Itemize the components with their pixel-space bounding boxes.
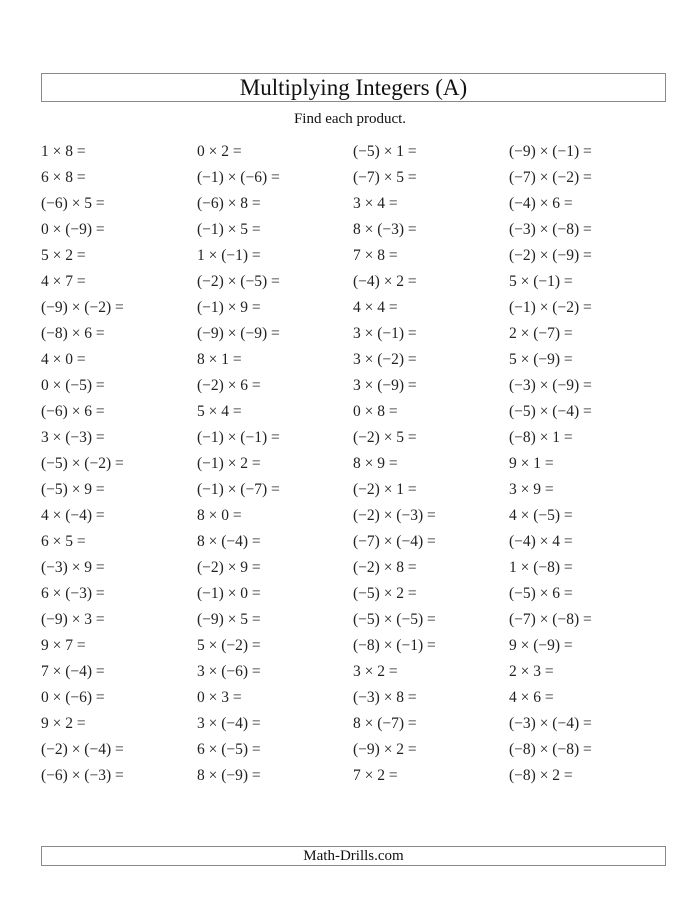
problem: 3 × (−6) = xyxy=(197,663,261,680)
problem: (−4) × 4 = xyxy=(509,533,573,550)
problem: (−6) × 5 = xyxy=(41,195,105,212)
problem: (−1) × 9 = xyxy=(197,299,261,316)
problem: 8 × 9 = xyxy=(353,455,398,472)
problem: (−2) × (−9) = xyxy=(509,247,592,264)
problem: (−5) × 6 = xyxy=(509,585,573,602)
problem: 5 × (−9) = xyxy=(509,351,573,368)
problem: 6 × 8 = xyxy=(41,169,86,186)
problem: (−2) × 9 = xyxy=(197,559,261,576)
problem: (−3) × (−9) = xyxy=(509,377,592,394)
problem: 5 × (−2) = xyxy=(197,637,261,654)
problem-row xyxy=(41,506,666,532)
problem: (−8) × (−1) = xyxy=(353,637,436,654)
problem: (−7) × (−4) = xyxy=(353,533,436,550)
problem: 4 × 7 = xyxy=(41,273,86,290)
problem: (−7) × (−8) = xyxy=(509,611,592,628)
problem: (−5) × (−4) = xyxy=(509,403,592,420)
footer-site-name: Math-Drills.com xyxy=(303,848,404,864)
problem: 4 × 6 = xyxy=(509,689,554,706)
problem-row xyxy=(41,480,666,506)
problem: (−3) × 9 = xyxy=(41,559,105,576)
problem-row xyxy=(41,428,666,454)
problem: (−8) × 6 = xyxy=(41,325,105,342)
problem: (−6) × (−3) = xyxy=(41,767,124,784)
problem: 0 × 3 = xyxy=(197,689,242,706)
problem: (−8) × 2 = xyxy=(509,767,573,784)
problem: (−2) × 5 = xyxy=(353,429,417,446)
problem: (−2) × (−4) = xyxy=(41,741,124,758)
problem: (−9) × 2 = xyxy=(353,741,417,758)
problem: 8 × 1 = xyxy=(197,351,242,368)
problem-row xyxy=(41,220,666,246)
problem: (−2) × 6 = xyxy=(197,377,261,394)
problem: (−1) × (−1) = xyxy=(197,429,280,446)
problem: 3 × 2 = xyxy=(353,663,398,680)
problem-row xyxy=(41,766,666,792)
problem: 3 × (−4) = xyxy=(197,715,261,732)
problem: 4 × 0 = xyxy=(41,351,86,368)
problem-row xyxy=(41,714,666,740)
problem-grid xyxy=(41,142,666,792)
problem-row xyxy=(41,168,666,194)
problem: (−9) × 5 = xyxy=(197,611,261,628)
footer-box xyxy=(41,846,666,866)
problem: (−4) × 2 = xyxy=(353,273,417,290)
problem: (−4) × 6 = xyxy=(509,195,573,212)
problem: 2 × 3 = xyxy=(509,663,554,680)
problem: (−1) × 2 = xyxy=(197,455,261,472)
problem: 7 × (−4) = xyxy=(41,663,105,680)
problem-row xyxy=(41,558,666,584)
problem: (−3) × (−4) = xyxy=(509,715,592,732)
problem: (−2) × 1 = xyxy=(353,481,417,498)
problem: 3 × 9 = xyxy=(509,481,554,498)
problem-row xyxy=(41,376,666,402)
problem: 4 × 4 = xyxy=(353,299,398,316)
problem: 1 × 8 = xyxy=(41,143,86,160)
problem: (−1) × 5 = xyxy=(197,221,261,238)
problem: (−5) × 1 = xyxy=(353,143,417,160)
worksheet-title-box xyxy=(41,73,666,102)
problem: (−5) × (−2) = xyxy=(41,455,124,472)
problem: 3 × (−3) = xyxy=(41,429,105,446)
problem-row xyxy=(41,194,666,220)
problem: 9 × 7 = xyxy=(41,637,86,654)
problem-row xyxy=(41,402,666,428)
worksheet-title: Multiplying Integers (A) xyxy=(239,75,468,100)
problem-row xyxy=(41,740,666,766)
worksheet-instructions: Find each product. xyxy=(293,111,407,127)
problem-row xyxy=(41,610,666,636)
problem: (−3) × 8 = xyxy=(353,689,417,706)
problem-row xyxy=(41,142,666,168)
problem: (−9) × 3 = xyxy=(41,611,105,628)
problem: (−1) × (−6) = xyxy=(197,169,280,186)
problem: 2 × (−7) = xyxy=(509,325,573,342)
problem-row xyxy=(41,688,666,714)
problem: 0 × (−6) = xyxy=(41,689,105,706)
problem: 3 × (−2) = xyxy=(353,351,417,368)
problem: 6 × (−5) = xyxy=(197,741,261,758)
problem: 9 × 2 = xyxy=(41,715,86,732)
problem: 0 × (−9) = xyxy=(41,221,105,238)
problem: 1 × (−8) = xyxy=(509,559,573,576)
problem: (−2) × 8 = xyxy=(353,559,417,576)
problem: 9 × (−9) = xyxy=(509,637,573,654)
problem: 6 × (−3) = xyxy=(41,585,105,602)
problem: 8 × (−3) = xyxy=(353,221,417,238)
problem: 6 × 5 = xyxy=(41,533,86,550)
problem: (−9) × (−1) = xyxy=(509,143,592,160)
problem: (−5) × 9 = xyxy=(41,481,105,498)
problem: 8 × (−4) = xyxy=(197,533,261,550)
problem: 8 × (−7) = xyxy=(353,715,417,732)
problem: 7 × 2 = xyxy=(353,767,398,784)
problem: 4 × (−4) = xyxy=(41,507,105,524)
problem: 3 × 4 = xyxy=(353,195,398,212)
problem-row xyxy=(41,350,666,376)
problem-row xyxy=(41,246,666,272)
problem: 5 × 2 = xyxy=(41,247,86,264)
problem: (−3) × (−8) = xyxy=(509,221,592,238)
problem: (−6) × 8 = xyxy=(197,195,261,212)
problem: 5 × 4 = xyxy=(197,403,242,420)
problem: (−7) × (−2) = xyxy=(509,169,592,186)
problem: 7 × 8 = xyxy=(353,247,398,264)
problem-row xyxy=(41,662,666,688)
problem: 8 × (−9) = xyxy=(197,767,261,784)
problem-row xyxy=(41,454,666,480)
problem: (−9) × (−9) = xyxy=(197,325,280,342)
problem: 1 × (−1) = xyxy=(197,247,261,264)
problem: (−8) × (−8) = xyxy=(509,741,592,758)
problem: 0 × 8 = xyxy=(353,403,398,420)
problem-row xyxy=(41,324,666,350)
problem-row xyxy=(41,272,666,298)
problem-row xyxy=(41,298,666,324)
problem-row xyxy=(41,636,666,662)
problem: 3 × (−9) = xyxy=(353,377,417,394)
problem: 8 × 0 = xyxy=(197,507,242,524)
problem: (−8) × 1 = xyxy=(509,429,573,446)
problem: (−7) × 5 = xyxy=(353,169,417,186)
problem-row xyxy=(41,584,666,610)
problem: (−1) × (−2) = xyxy=(509,299,592,316)
problem: (−9) × (−2) = xyxy=(41,299,124,316)
problem: 9 × 1 = xyxy=(509,455,554,472)
problem: (−1) × 0 = xyxy=(197,585,261,602)
problem: (−5) × (−5) = xyxy=(353,611,436,628)
problem-row xyxy=(41,532,666,558)
problem: 5 × (−1) = xyxy=(509,273,573,290)
problem: (−2) × (−5) = xyxy=(197,273,280,290)
problem: (−2) × (−3) = xyxy=(353,507,436,524)
problem: 0 × 2 = xyxy=(197,143,242,160)
problem: 4 × (−5) = xyxy=(509,507,573,524)
problem: (−1) × (−7) = xyxy=(197,481,280,498)
problem: (−5) × 2 = xyxy=(353,585,417,602)
problem: 0 × (−5) = xyxy=(41,377,105,394)
problem: (−6) × 6 = xyxy=(41,403,105,420)
problem: 3 × (−1) = xyxy=(353,325,417,342)
